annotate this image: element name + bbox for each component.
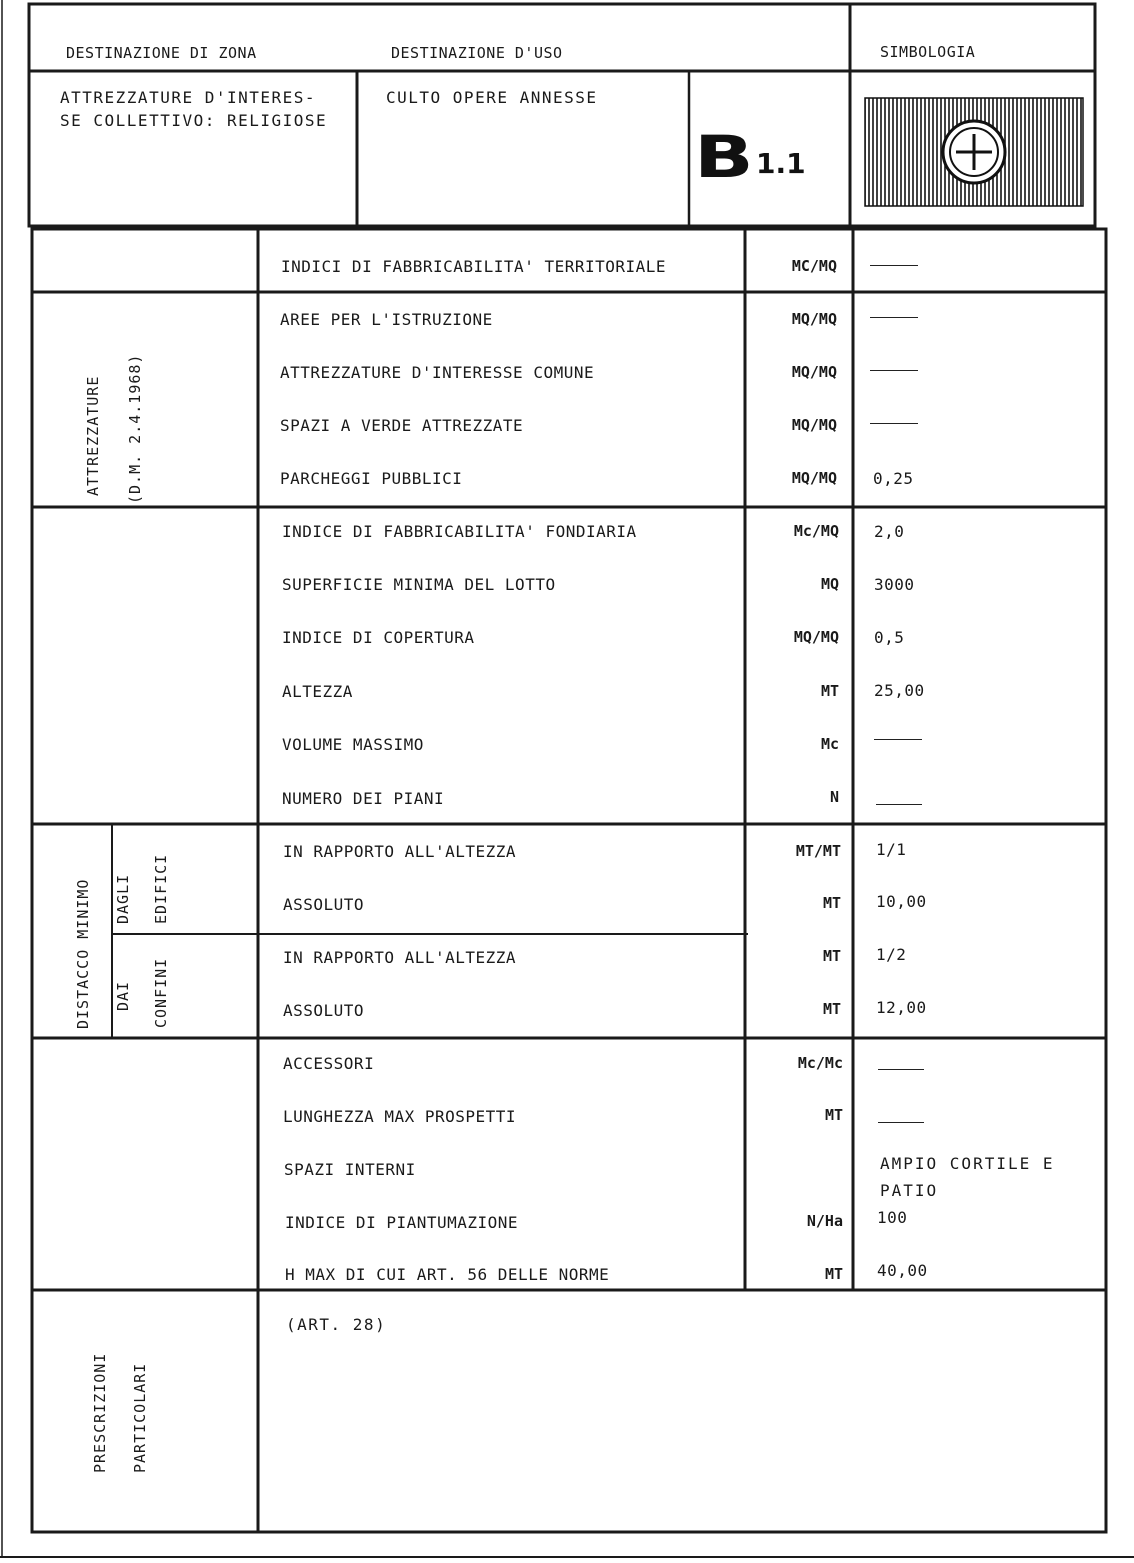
empty-value-dash (876, 804, 922, 805)
row-label: PARCHEGGI PUBBLICI (280, 469, 463, 488)
row-value: 40,00 (877, 1261, 928, 1280)
row-label: IN RAPPORTO ALL'ALTEZZA (283, 948, 517, 967)
row-label: SPAZI A VERDE ATTREZZATE (280, 416, 524, 435)
row-unit: MT (824, 1106, 843, 1124)
row-value: 2,0 (874, 522, 905, 541)
row-value: 25,00 (874, 681, 925, 700)
row-unit: N/Ha (806, 1212, 843, 1230)
hatched-zone-symbol (864, 97, 1084, 207)
row-unit: MT (822, 894, 841, 912)
row-label: ASSOLUTO (283, 895, 365, 914)
row-value: 0,5 (874, 628, 905, 647)
row-label: ACCESSORI (283, 1054, 375, 1073)
row-unit: MT (824, 1265, 843, 1283)
empty-value-dash (870, 423, 918, 424)
row-unit: MQ/MQ (791, 310, 837, 328)
row-value: 1/2 (876, 945, 907, 964)
row-unit: MQ/MQ (791, 416, 837, 434)
row-unit: MT (822, 947, 841, 965)
row-label: ATTREZZATURE D'INTERESSE COMUNE (280, 363, 595, 382)
particolari-label: PARTICOLARI (131, 1362, 149, 1473)
edifici-label: EDIFICI (152, 853, 170, 924)
row-value: 1/1 (876, 840, 907, 859)
row-label: ASSOLUTO (283, 1001, 365, 1020)
zone-code-number: 1.1 (756, 147, 806, 180)
simbologia-label: SIMBOLOGIA (880, 43, 976, 61)
attrezzature-group-sub: (D.M. 2.4.1968) (126, 353, 144, 504)
empty-value-dash (870, 370, 918, 371)
row-unit: MQ/MQ (793, 628, 839, 646)
prescrizioni-label: PRESCRIZIONI (91, 1352, 109, 1473)
row-unit: N (829, 788, 839, 806)
destinazione-zona-label: DESTINAZIONE DI ZONA (66, 44, 257, 62)
empty-value-dash (870, 317, 918, 318)
row-unit: Mc/MQ (793, 522, 839, 540)
circle-plus-icon (943, 121, 1005, 183)
row-label: INDICI DI FABBRICABILITA' TERRITORIALE (281, 257, 667, 276)
row-value: 3000 (874, 575, 915, 594)
row-unit: Mc (820, 735, 839, 753)
row-label: INDICE DI PIANTUMAZIONE (285, 1213, 519, 1232)
row-unit: MT/MT (795, 842, 841, 860)
row-unit: Mc/Mc (797, 1054, 843, 1072)
zona-text-line1: ATTREZZATURE D'INTERES- (60, 88, 317, 107)
attrezzature-group-label: ATTREZZATURE (84, 375, 102, 496)
row-label: INDICE DI FABBRICABILITA' FONDIARIA (282, 522, 637, 541)
row-value-continued: PATIO (880, 1181, 939, 1200)
row-value: 12,00 (876, 998, 927, 1017)
dagli-label: DAGLI (114, 873, 132, 924)
confini-label: CONFINI (152, 957, 170, 1028)
row-value: 100 (877, 1208, 908, 1227)
empty-value-dash (870, 265, 918, 266)
row-label: LUNGHEZZA MAX PROSPETTI (283, 1107, 517, 1126)
destinazione-uso-label: DESTINAZIONE D'USO (391, 44, 563, 62)
row-unit: MT (822, 1000, 841, 1018)
zona-text-line2: SE COLLETTIVO: RELIGIOSE (60, 111, 328, 130)
row-label: IN RAPPORTO ALL'ALTEZZA (283, 842, 517, 861)
empty-value-dash (874, 739, 922, 740)
row-label: AREE PER L'ISTRUZIONE (280, 310, 493, 329)
distacco-group-label: DISTACCO MINIMO (74, 878, 92, 1029)
row-unit: MQ (820, 575, 839, 593)
row-value: AMPIO CORTILE E (880, 1154, 1055, 1173)
row-unit: MQ/MQ (791, 469, 837, 487)
dai-label: DAI (114, 980, 132, 1011)
row-unit: MC/MQ (791, 257, 837, 275)
prescrizioni-text: (ART. 28) (286, 1315, 387, 1334)
row-value: 10,00 (876, 892, 927, 911)
row-label: SPAZI INTERNI (284, 1160, 416, 1179)
row-unit: MQ/MQ (791, 363, 837, 381)
row-label: NUMERO DEI PIANI (282, 789, 445, 808)
zone-code-letter: B (694, 123, 754, 191)
row-unit: MT (820, 682, 839, 700)
empty-value-dash (878, 1069, 924, 1070)
uso-text: CULTO OPERE ANNESSE (386, 88, 598, 107)
empty-value-dash (878, 1122, 924, 1123)
row-label: INDICE DI COPERTURA (282, 628, 475, 647)
row-label: ALTEZZA (282, 682, 353, 701)
row-label: SUPERFICIE MINIMA DEL LOTTO (282, 575, 556, 594)
zone-code (694, 123, 844, 191)
row-label: H MAX DI CUI ART. 56 DELLE NORME (285, 1265, 610, 1284)
row-label: VOLUME MASSIMO (282, 735, 424, 754)
row-value: 0,25 (873, 469, 914, 488)
